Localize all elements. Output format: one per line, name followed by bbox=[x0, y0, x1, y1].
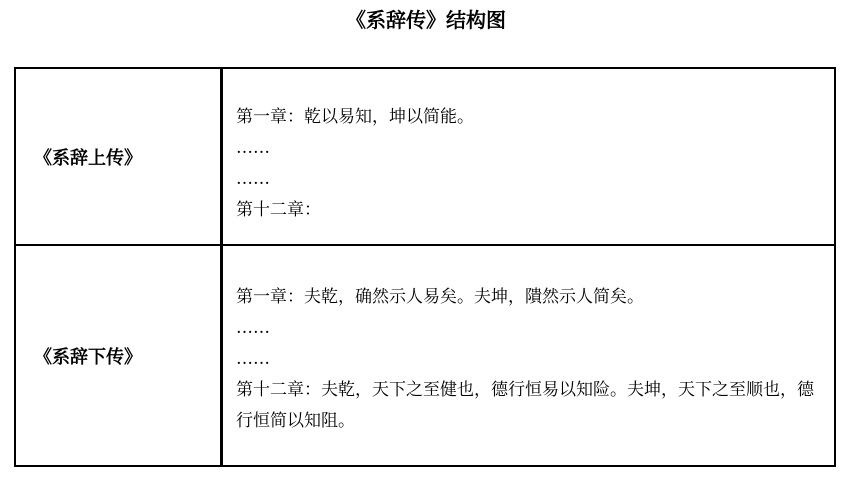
section-label-upper bbox=[16, 69, 223, 244]
ellipsis-line: …… bbox=[236, 169, 270, 189]
chapter-line: 第一章：夫乾，确然示人易矣。夫坤，隤然示人简矣。 bbox=[236, 287, 644, 307]
section-label-text: 《系辞下传》 bbox=[34, 346, 142, 368]
table-row-upper bbox=[16, 69, 834, 246]
chapter-line: 第一章：乾以易知，坤以简能。 bbox=[236, 107, 474, 127]
ellipsis-line: …… bbox=[236, 349, 270, 369]
page-title: 《系辞传》结构图 bbox=[346, 8, 506, 32]
ellipsis-line: …… bbox=[236, 138, 270, 158]
table-row-lower bbox=[16, 246, 834, 465]
section-content-lower bbox=[236, 282, 826, 437]
ellipsis-line: …… bbox=[236, 318, 270, 338]
structure-table bbox=[14, 67, 836, 467]
chapter-line: 第十二章：夫乾，天下之至健也，德行恒易以知险。夫坤，天下之至顺也，德行恒简以知阻。 bbox=[236, 380, 814, 431]
section-content-upper bbox=[236, 102, 826, 226]
section-label-text: 《系辞上传》 bbox=[34, 147, 142, 169]
section-label-lower bbox=[16, 246, 223, 465]
chapter-line: 第十二章： bbox=[236, 200, 321, 220]
